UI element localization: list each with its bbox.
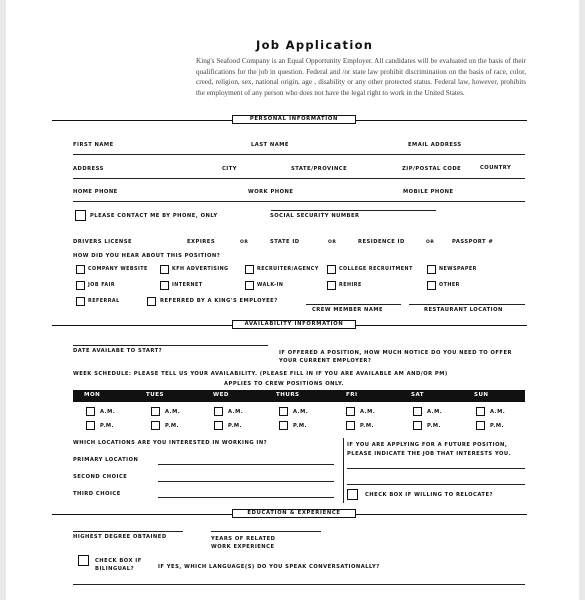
page-title: Job Application — [256, 38, 374, 52]
source-checkbox[interactable] — [160, 265, 169, 274]
or-label: OR — [328, 240, 337, 245]
pm-checkbox[interactable] — [86, 421, 95, 430]
or-label: OR — [240, 240, 249, 245]
am-checkbox[interactable] — [346, 407, 355, 416]
locations-question: WHICH LOCATIONS ARE YOU INTERESTED IN WORKING IN? — [73, 440, 268, 446]
notice-label: IF OFFERED A POSITION, HOW MUCH NOTICE DO YOU NEED TO OFFER YOUR CURRENT EMPLOYER? — [279, 350, 513, 364]
pm-label: P.M. — [293, 423, 307, 429]
source-checkbox[interactable] — [76, 281, 85, 290]
state-id-label: STATE ID — [270, 239, 300, 245]
years-experience-field-line[interactable] — [211, 531, 321, 532]
highest-degree-field-line[interactable] — [73, 531, 183, 532]
pm-checkbox[interactable] — [151, 421, 160, 430]
address-field-line[interactable] — [73, 178, 525, 179]
address-label: ADDRESS — [73, 166, 104, 172]
source-label: REHIRE — [339, 283, 362, 288]
day-sat-label: SAT — [411, 392, 425, 398]
referred-by-label: REFERRED BY A KING'S EMPLOYEE? — [160, 298, 278, 304]
name-field-line[interactable] — [73, 154, 525, 155]
section-header-education: EDUCATION & EXPERIENCE — [232, 509, 356, 518]
week-schedule-label: WEEK SCHEDULE: PLEASE TELL US YOUR AVAILABILITY. (PLEASE FILL IN IF YOU ARE AVAILABLE AM AND/OR PM) — [73, 371, 448, 377]
city-label: CITY — [222, 166, 238, 172]
second-choice-field-line[interactable] — [158, 481, 334, 482]
phone-field-line[interactable] — [73, 201, 525, 202]
source-checkbox[interactable] — [327, 281, 336, 290]
source-checkbox[interactable] — [427, 281, 436, 290]
ssn-field-line[interactable] — [271, 210, 436, 211]
source-label: REFERRAL — [88, 299, 120, 304]
pm-label: P.M. — [165, 423, 179, 429]
am-label: A.M. — [100, 409, 116, 415]
pm-label: P.M. — [100, 423, 114, 429]
heard-about-label: HOW DID YOU HEAR ABOUT THIS POSITION? — [73, 253, 221, 259]
pm-label: P.M. — [490, 423, 504, 429]
last-name-label: LAST NAME — [251, 142, 289, 148]
languages-label: IF YES, WHICH LANGUAGE(S) DO YOU SPEAK CONVERSATIONALLY? — [158, 564, 380, 570]
bilingual-label: CHECK BOX IF BILINGUAL? — [95, 558, 142, 572]
source-checkbox[interactable] — [245, 265, 254, 274]
am-label: A.M. — [360, 409, 376, 415]
bilingual-checkbox[interactable] — [78, 555, 89, 566]
application-page — [6, 0, 579, 600]
day-wed-label: WED — [213, 392, 229, 398]
future-position-field-line[interactable] — [347, 484, 525, 485]
future-position-label: IF YOU ARE APPLYING FOR A FUTURE POSITION, PLEASE INDICATE THE JOB THAT INTERESTS YOU. — [347, 442, 512, 457]
country-label: COUNTRY — [480, 165, 512, 171]
expires-label: EXPIRES — [187, 239, 216, 245]
date-available-label: DATE AVAILABE TO START? — [73, 348, 163, 354]
crew-member-name-label: CREW MEMBER NAME — [312, 307, 384, 313]
source-label: RECRUITER/AGENCY — [257, 267, 319, 272]
mobile-phone-label: MOBILE PHONE — [403, 189, 454, 195]
third-choice-field-line[interactable] — [158, 497, 334, 498]
intro-paragraph: King's Seafood Company is an Equal Opportunity Employer. All candidates will be evaluated on the basis of their qualifications for the job in question. Federal and /or state law prohibit discrimination on the basis of race, color, creed, religion, sex, national origin, age , disability or any other protected status. Federal law, however, prohibits the employment of any person who does not have the legal right to work in the United States. — [196, 57, 526, 97]
pm-label: P.M. — [228, 423, 242, 429]
pm-checkbox[interactable] — [214, 421, 223, 430]
third-choice-label: THIRD CHOICE — [73, 491, 121, 497]
am-label: A.M. — [427, 409, 443, 415]
day-thurs-label: THURS — [276, 392, 300, 398]
day-fri-label: FRI — [346, 392, 358, 398]
source-label: JOB FAIR — [88, 283, 116, 288]
passport-label: PASSPORT # — [452, 239, 494, 245]
am-checkbox[interactable] — [476, 407, 485, 416]
restaurant-location-label: RESTAURANT LOCATION — [424, 307, 503, 313]
column-divider — [343, 438, 344, 503]
primary-location-field-line[interactable] — [158, 464, 334, 465]
source-label: COMPANY WEBSITE — [88, 267, 148, 272]
source-checkbox[interactable] — [76, 265, 85, 274]
highest-degree-label: HIGHEST DEGREE OBTAINED — [73, 534, 167, 540]
relocate-label: CHECK BOX IF WILLING TO RELOCATE? — [365, 492, 494, 498]
source-checkbox[interactable] — [160, 281, 169, 290]
crew-member-field-line[interactable] — [306, 304, 401, 305]
work-phone-label: WORK PHONE — [248, 189, 294, 195]
am-label: A.M. — [228, 409, 244, 415]
residence-id-label: RESIDENCE ID — [358, 239, 405, 245]
am-checkbox[interactable] — [413, 407, 422, 416]
home-phone-label: HOME PHONE — [73, 189, 118, 195]
first-name-label: FIRST NAME — [73, 142, 114, 148]
source-checkbox[interactable] — [76, 297, 85, 306]
pm-checkbox[interactable] — [476, 421, 485, 430]
section-header-availability: AVAILABILITY INFORMATION — [232, 320, 356, 329]
pm-label: P.M. — [360, 423, 374, 429]
am-checkbox[interactable] — [279, 407, 288, 416]
years-experience-label: YEARS OF RELATED WORK EXPERIENCE — [211, 536, 276, 550]
am-checkbox[interactable] — [214, 407, 223, 416]
pm-label: P.M. — [427, 423, 441, 429]
day-sun-label: SUN — [474, 392, 489, 398]
contact-by-phone-label: PLEASE CONTACT ME BY PHONE, ONLY — [90, 213, 218, 219]
referred-by-checkbox[interactable] — [147, 297, 156, 306]
zip-label: ZIP/POSTAL CODE — [402, 166, 462, 172]
source-label: COLLEGE RECRUITMENT — [339, 267, 413, 272]
or-label: OR — [426, 240, 435, 245]
crew-only-note: APPLIES TO CREW POSITIONS ONLY. — [224, 381, 344, 387]
source-label: OTHER — [439, 283, 460, 288]
source-label: WALK-IN — [257, 283, 284, 288]
am-checkbox[interactable] — [151, 407, 160, 416]
am-checkbox[interactable] — [86, 407, 95, 416]
contact-by-phone-checkbox[interactable] — [75, 210, 86, 221]
source-label: KFH ADVERTISING — [172, 267, 229, 272]
pm-checkbox[interactable] — [346, 421, 355, 430]
primary-location-label: PRIMARY LOCATION — [73, 457, 139, 463]
drivers-license-label: DRIVERS LICENSE — [73, 239, 133, 245]
second-choice-label: SECOND CHOICE — [73, 474, 128, 480]
pm-checkbox[interactable] — [413, 421, 422, 430]
source-checkbox[interactable] — [245, 281, 254, 290]
state-province-label: STATE/PROVINCE — [291, 166, 348, 172]
source-checkbox[interactable] — [427, 265, 436, 274]
source-label: NEWSPAPER — [439, 267, 477, 272]
languages-field-line[interactable] — [73, 584, 525, 585]
restaurant-location-field-line[interactable] — [409, 304, 525, 305]
section-header-personal: PERSONAL INFORMATION — [232, 115, 356, 124]
day-mon-label: MON — [84, 392, 101, 398]
future-position-field-line[interactable] — [347, 468, 525, 469]
am-label: A.M. — [165, 409, 181, 415]
am-label: A.M. — [490, 409, 506, 415]
date-available-field-line[interactable] — [73, 345, 268, 346]
ssn-label: SOCIAL SECURITY NUMBER — [270, 213, 360, 219]
am-label: A.M. — [293, 409, 309, 415]
relocate-checkbox[interactable] — [347, 489, 358, 500]
day-tues-label: TUES — [146, 392, 164, 398]
pm-checkbox[interactable] — [279, 421, 288, 430]
source-label: INTERNET — [172, 283, 203, 288]
email-label: EMAIL ADDRESS — [408, 142, 462, 148]
source-checkbox[interactable] — [327, 265, 336, 274]
